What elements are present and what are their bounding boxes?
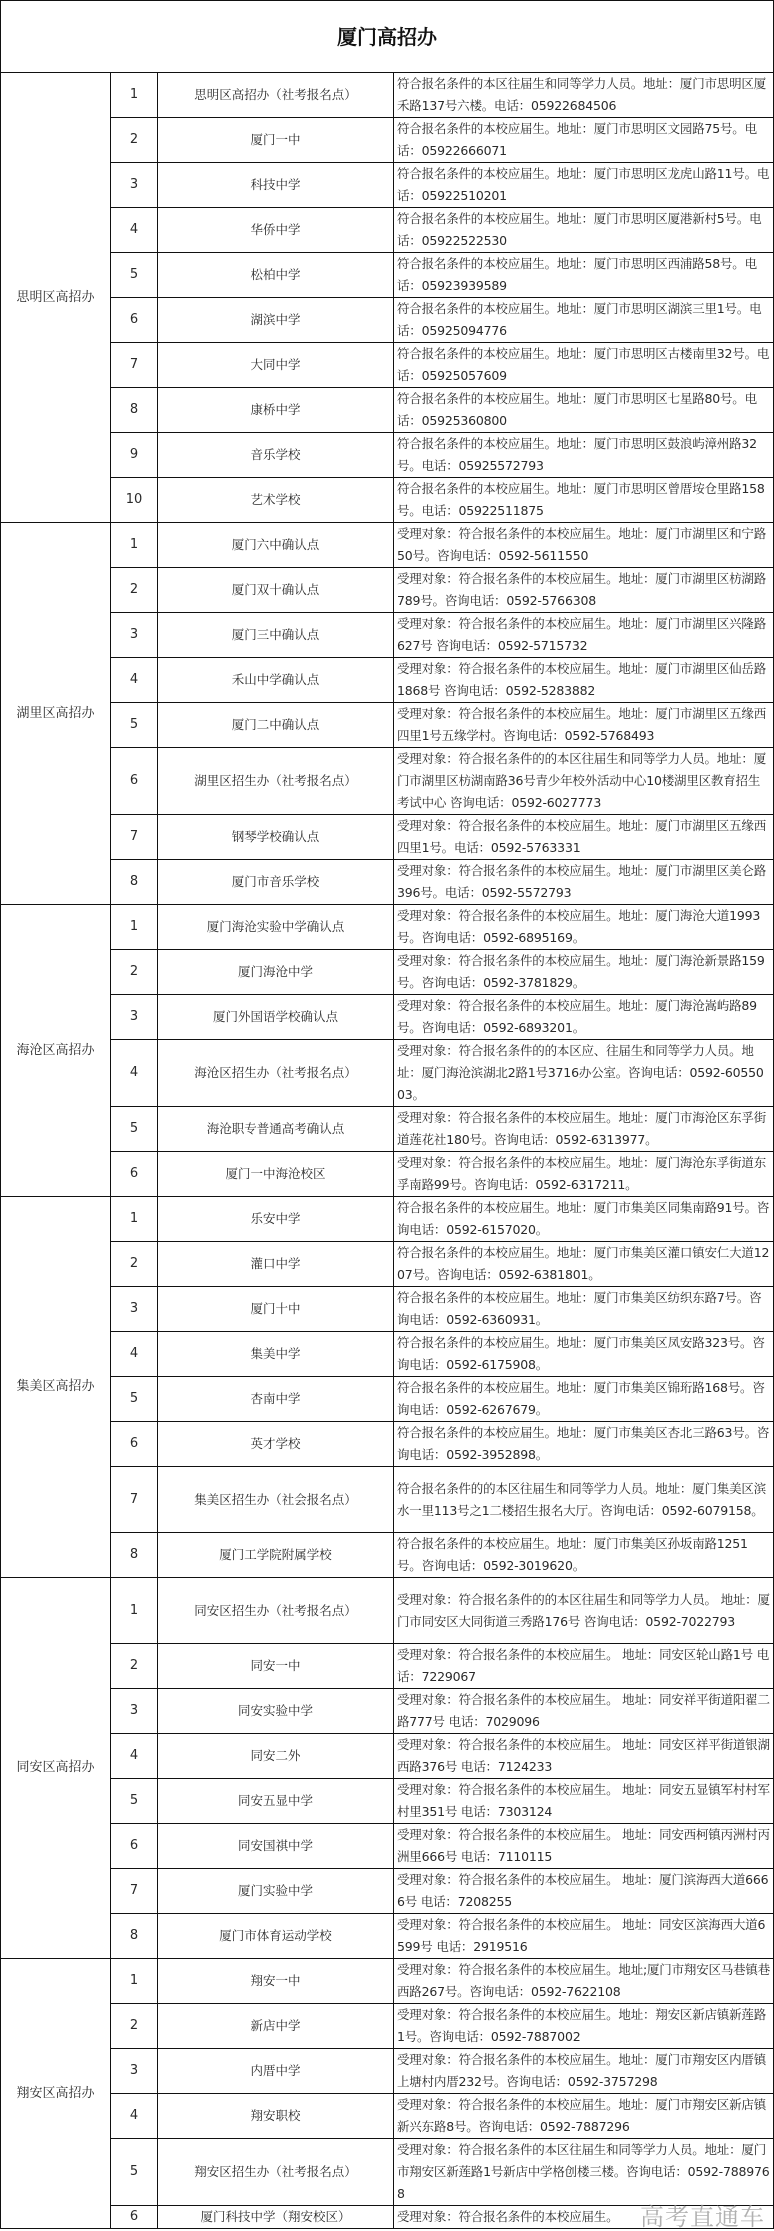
row-number: 5 xyxy=(111,1779,158,1824)
school-name: 钢琴学校确认点 xyxy=(158,815,394,860)
school-description: 受理对象：符合报名条件的本校应届生。地址;厦门市翔安区马巷镇巷西路267号。咨询电话：0592-7622108 xyxy=(394,1959,774,2004)
school-description: 受理对象：符合报名条件的本校应届生。 地址：同安区轮山路1号 电话：7229067 xyxy=(394,1644,774,1689)
row-number: 8 xyxy=(111,1533,158,1578)
table-row xyxy=(1,1287,774,1332)
school-name: 同安区招生办（社考报名点） xyxy=(158,1578,394,1644)
row-number: 2 xyxy=(111,2004,158,2049)
table-row xyxy=(1,1377,774,1422)
school-name: 湖滨中学 xyxy=(158,298,394,343)
district-name: 湖里区高招办 xyxy=(1,523,111,905)
school-name: 厦门工学院附属学校 xyxy=(158,1533,394,1578)
school-name: 厦门三中确认点 xyxy=(158,613,394,658)
school-name: 同安国祺中学 xyxy=(158,1824,394,1869)
school-name: 禾山中学确认点 xyxy=(158,658,394,703)
row-number: 9 xyxy=(111,433,158,478)
table-row xyxy=(1,613,774,658)
row-number: 2 xyxy=(111,568,158,613)
school-name: 海沧职专普通高考确认点 xyxy=(158,1107,394,1152)
school-name: 厦门六中确认点 xyxy=(158,523,394,568)
school-description: 受理对象：符合报名条件的本校应届生。地址：厦门市湖里区兴隆路627号 咨询电话：0592-5715732 xyxy=(394,613,774,658)
school-name: 集美中学 xyxy=(158,1332,394,1377)
row-number: 4 xyxy=(111,1734,158,1779)
school-description: 受理对象：符合报名条件的本校应届生。地址：厦门市湖里区美仑路396号。电话：0592-5572793 xyxy=(394,860,774,905)
row-number: 1 xyxy=(111,73,158,118)
table-row xyxy=(1,2049,774,2094)
school-description: 受理对象：符合报名条件的本区往届生和同等学力人员。地址：厦门市翔安区新莲路1号新店中学格创楼三楼。咨询电话：0592-7889768 xyxy=(394,2139,774,2206)
table-row xyxy=(1,658,774,703)
table-row xyxy=(1,995,774,1040)
row-number: 3 xyxy=(111,613,158,658)
table-row xyxy=(1,1689,774,1734)
school-name: 同安五显中学 xyxy=(158,1779,394,1824)
table-row xyxy=(1,1869,774,1914)
school-description: 受理对象：符合报名条件的本校应届生。地址：厦门海沧东孚街道东孚南路99号。咨询电话：0592-6317211。 xyxy=(394,1152,774,1197)
row-number: 4 xyxy=(111,658,158,703)
school-name: 翔安区招生办（社考报名点） xyxy=(158,2139,394,2206)
row-number: 6 xyxy=(111,2206,158,2229)
school-description: 符合报名条件的本校应届生。地址：厦门市思明区文园路75号。电话：05922666071 xyxy=(394,118,774,163)
school-name: 厦门市体育运动学校 xyxy=(158,1914,394,1959)
school-name: 厦门实验中学 xyxy=(158,1869,394,1914)
table-row xyxy=(1,2004,774,2049)
school-description: 受理对象：符合报名条件的本校应届生。 地址：同安祥平街道阳翟二路777号 电话：7029096 xyxy=(394,1689,774,1734)
school-name: 松柏中学 xyxy=(158,253,394,298)
row-number: 6 xyxy=(111,1422,158,1467)
school-name: 翔安一中 xyxy=(158,1959,394,2004)
row-number: 1 xyxy=(111,523,158,568)
school-description: 符合报名条件的本校应届生。地址：厦门市集美区纺织东路7号。咨询电话：0592-6360931。 xyxy=(394,1287,774,1332)
school-name: 乐安中学 xyxy=(158,1197,394,1242)
row-number: 4 xyxy=(111,2094,158,2139)
table-row xyxy=(1,1107,774,1152)
title-row xyxy=(1,1,774,73)
school-description: 受理对象：符合报名条件的本校应届生。地址：厦门市湖里区五缘西四里1号。电话：0592-5763331 xyxy=(394,815,774,860)
school-description: 受理对象：符合报名条件的本校应届生。地址：厦门市翔安区内厝镇上塘村内厝232号。咨询电话：0592-3757298 xyxy=(394,2049,774,2094)
school-description: 符合报名条件的本区往届生和同等学力人员。地址：厦门市思明区厦禾路137号六楼。电话：05922684506 xyxy=(394,73,774,118)
school-name: 灌口中学 xyxy=(158,1242,394,1287)
school-description: 符合报名条件的本校应届生。地址：厦门市集美区凤安路323号。咨询电话：0592-6175908。 xyxy=(394,1332,774,1377)
table-row xyxy=(1,1644,774,1689)
school-name: 同安二外 xyxy=(158,1734,394,1779)
school-name: 厦门市音乐学校 xyxy=(158,860,394,905)
school-name: 大同中学 xyxy=(158,343,394,388)
school-description: 符合报名条件的本校应届生。地址：厦门市思明区鼓浪屿漳州路32号。电话：05925572793 xyxy=(394,433,774,478)
school-name: 新店中学 xyxy=(158,2004,394,2049)
row-number: 1 xyxy=(111,1578,158,1644)
row-number: 5 xyxy=(111,1377,158,1422)
school-name: 同安一中 xyxy=(158,1644,394,1689)
school-name: 康桥中学 xyxy=(158,388,394,433)
row-number: 10 xyxy=(111,478,158,523)
school-description: 符合报名条件的本校应届生。地址：厦门市思明区龙虎山路11号。电话：05922510201 xyxy=(394,163,774,208)
school-name: 厦门外国语学校确认点 xyxy=(158,995,394,1040)
row-number: 2 xyxy=(111,1644,158,1689)
district-name: 海沧区高招办 xyxy=(1,905,111,1197)
school-description: 符合报名条件的本校应届生。地址：厦门市集美区孙坂南路1251号。咨询电话：0592-3019620。 xyxy=(394,1533,774,1578)
school-name: 厦门海沧实验中学确认点 xyxy=(158,905,394,950)
table-row xyxy=(1,298,774,343)
school-name: 厦门海沧中学 xyxy=(158,950,394,995)
school-description: 受理对象：符合报名条件的本校应届生。地址：厦门市湖里区和宁路50号。咨询电话：0592-5611550 xyxy=(394,523,774,568)
school-description: 受理对象：符合报名条件的本校应届生。 地址：同安西柯镇丙洲村丙洲里666号 电话：7110115 xyxy=(394,1824,774,1869)
row-number: 8 xyxy=(111,860,158,905)
school-name: 厦门十中 xyxy=(158,1287,394,1332)
school-description: 符合报名条件的本校应届生。地址：厦门市思明区古楼南里32号。电话：05925057609 xyxy=(394,343,774,388)
row-number: 2 xyxy=(111,118,158,163)
school-description: 受理对象：符合报名条件的本校应届生。 地址：同安五显镇军村村军村里351号 电话：7303124 xyxy=(394,1779,774,1824)
school-description: 符合报名条件的的本区往届生和同等学力人员。地址：厦门集美区滨水一里113号之1二楼招生报名大厅。咨询电话：0592-6079158。 xyxy=(394,1467,774,1533)
row-number: 6 xyxy=(111,1152,158,1197)
school-name: 音乐学校 xyxy=(158,433,394,478)
table-row xyxy=(1,1824,774,1869)
district-name: 同安区高招办 xyxy=(1,1578,111,1959)
school-name: 湖里区招生办（社考报名点） xyxy=(158,748,394,815)
school-description: 受理对象：符合报名条件的本校应届生。 高考直通车 xyxy=(394,2206,774,2229)
table-row xyxy=(1,73,774,118)
table-row xyxy=(1,118,774,163)
row-number: 2 xyxy=(111,1242,158,1287)
school-description: 符合报名条件的本校应届生。地址：厦门市思明区西浦路58号。电话：05923939589 xyxy=(394,253,774,298)
school-description: 受理对象：符合报名条件的本校应届生。地址：厦门海沧新景路159号。咨询电话：0592-3781829。 xyxy=(394,950,774,995)
district-name: 翔安区高招办 xyxy=(1,1959,111,2229)
row-number: 6 xyxy=(111,298,158,343)
table-row xyxy=(1,1578,774,1644)
table-row xyxy=(1,208,774,253)
school-name: 科技中学 xyxy=(158,163,394,208)
row-number: 5 xyxy=(111,703,158,748)
table-row xyxy=(1,1959,774,2004)
school-description: 受理对象：符合报名条件的本校应届生。地址：厦门市翔安区新店镇新兴东路8号。咨询电话：0592-7887296 xyxy=(394,2094,774,2139)
school-name: 杏南中学 xyxy=(158,1377,394,1422)
district-name: 思明区高招办 xyxy=(1,73,111,523)
table-row xyxy=(1,253,774,298)
table-row xyxy=(1,950,774,995)
table-row xyxy=(1,703,774,748)
school-description: 符合报名条件的本校应届生。地址：厦门市思明区湖滨三里1号。电话：05925094776 xyxy=(394,298,774,343)
school-name: 厦门科技中学（翔安校区） xyxy=(158,2206,394,2229)
school-name: 华侨中学 xyxy=(158,208,394,253)
watermark: 高考直通车 xyxy=(640,2203,765,2231)
row-number: 4 xyxy=(111,208,158,253)
row-number: 4 xyxy=(111,1332,158,1377)
school-description: 受理对象：符合报名条件的本校应届生。地址：厦门市湖里区五缘西四里1号五缘学村。咨询电话：0592-5768493 xyxy=(394,703,774,748)
table-row xyxy=(1,568,774,613)
school-name: 厦门二中确认点 xyxy=(158,703,394,748)
table-row xyxy=(1,343,774,388)
row-number: 6 xyxy=(111,748,158,815)
school-name: 内厝中学 xyxy=(158,2049,394,2094)
school-name: 思明区高招办（社考报名点） xyxy=(158,73,394,118)
row-number: 5 xyxy=(111,253,158,298)
school-description: 符合报名条件的本校应届生。地址：厦门市集美区杏北三路63号。咨询电话：0592-3952898。 xyxy=(394,1422,774,1467)
school-name: 英才学校 xyxy=(158,1422,394,1467)
table-row xyxy=(1,1197,774,1242)
school-description: 受理对象：符合报名条件的本校应届生。地址：翔安区新店镇新莲路1号。咨询电话：0592-7887002 xyxy=(394,2004,774,2049)
table-row xyxy=(1,1422,774,1467)
row-number: 6 xyxy=(111,1824,158,1869)
row-number: 3 xyxy=(111,2049,158,2094)
table-row xyxy=(1,1332,774,1377)
table-row xyxy=(1,905,774,950)
table-row xyxy=(1,1533,774,1578)
row-number: 2 xyxy=(111,950,158,995)
table-row xyxy=(1,860,774,905)
school-description: 受理对象：符合报名条件的本校应届生。地址：厦门市海沧区东孚街道莲花社180号。咨询电话：0592-6313977。 xyxy=(394,1107,774,1152)
row-number: 7 xyxy=(111,815,158,860)
table-row xyxy=(1,388,774,433)
row-number: 3 xyxy=(111,1689,158,1734)
row-number: 4 xyxy=(111,1040,158,1107)
table-row xyxy=(1,163,774,208)
table-row xyxy=(1,2206,774,2229)
table-title: 厦门高招办 xyxy=(1,1,774,73)
row-number: 1 xyxy=(111,905,158,950)
school-description: 受理对象：符合报名条件的本校应届生。地址：厦门海沧大道1993号。咨询电话：0592-6895169。 xyxy=(394,905,774,950)
school-description: 符合报名条件的本校应届生。地址：厦门市思明区曾厝垵仓里路158号。电话：05922511875 xyxy=(394,478,774,523)
row-number: 1 xyxy=(111,1959,158,2004)
school-description: 符合报名条件的本校应届生。地址：厦门市集美区灌口镇安仁大道1207号。咨询电话：0592-6381801。 xyxy=(394,1242,774,1287)
row-number: 3 xyxy=(111,995,158,1040)
row-number: 8 xyxy=(111,388,158,433)
table-row xyxy=(1,1779,774,1824)
school-description: 受理对象：符合报名条件的的本区往届生和同等学力人员。 地址：厦门市同安区大同街道三秀路176号 咨询电话：0592-7022793 xyxy=(394,1578,774,1644)
table-row xyxy=(1,478,774,523)
table-row xyxy=(1,1152,774,1197)
row-number: 7 xyxy=(111,1869,158,1914)
table-row xyxy=(1,433,774,478)
school-name: 厦门一中海沧校区 xyxy=(158,1152,394,1197)
row-number: 1 xyxy=(111,1197,158,1242)
row-number: 7 xyxy=(111,1467,158,1533)
row-number: 5 xyxy=(111,1107,158,1152)
school-name: 厦门双十确认点 xyxy=(158,568,394,613)
school-description: 受理对象：符合报名条件的的本区往届生和同等学力人员。地址：厦门市湖里区枋湖南路36号青少年校外活动中心10楼湖里区教育招生考试中心 咨询电话：0592-6027773 xyxy=(394,748,774,815)
school-description: 符合报名条件的本校应届生。地址：厦门市集美区锦珩路168号。咨询电话：0592-6267679。 xyxy=(394,1377,774,1422)
school-description: 符合报名条件的本校应届生。地址：厦门市集美区同集南路91号。咨询电话：0592-6157020。 xyxy=(394,1197,774,1242)
table-row xyxy=(1,1734,774,1779)
school-description: 受理对象：符合报名条件的本校应届生。 地址：同安区祥平街道银湖西路376号 电话：7124233 xyxy=(394,1734,774,1779)
school-name: 翔安职校 xyxy=(158,2094,394,2139)
school-description: 受理对象：符合报名条件的本校应届生。 地址：厦门滨海西大道6666号 电话：7208255 xyxy=(394,1869,774,1914)
table-row xyxy=(1,1467,774,1533)
row-number: 7 xyxy=(111,343,158,388)
school-description: 符合报名条件的本校应届生。地址：厦门市思明区厦港新村5号。电话：05922522530 xyxy=(394,208,774,253)
table-row xyxy=(1,1040,774,1107)
school-description: 受理对象：符合报名条件的本校应届生。地址：厦门市湖里区仙岳路1868号 咨询电话：0592-5283882 xyxy=(394,658,774,703)
school-description: 受理对象：符合报名条件的本校应届生。地址：厦门海沧嵩屿路89号。咨询电话：0592-6893201。 xyxy=(394,995,774,1040)
school-name: 艺术学校 xyxy=(158,478,394,523)
row-number: 5 xyxy=(111,2139,158,2206)
row-number: 3 xyxy=(111,1287,158,1332)
school-name: 海沧区招生办（社考报名点） xyxy=(158,1040,394,1107)
table-row xyxy=(1,2139,774,2206)
row-number: 3 xyxy=(111,163,158,208)
school-description: 受理对象：符合报名条件的的本区应、往届生和同等学力人员。地址：厦门海沧滨湖北2路1号3716办公室。咨询电话：0592-6055003。 xyxy=(394,1040,774,1107)
school-name: 厦门一中 xyxy=(158,118,394,163)
school-description: 符合报名条件的本校应届生。地址：厦门市思明区七星路80号。电话：05925360800 xyxy=(394,388,774,433)
school-name: 同安实验中学 xyxy=(158,1689,394,1734)
school-description: 受理对象：符合报名条件的本校应届生。 地址：同安区滨海西大道6599号 电话：2919516 xyxy=(394,1914,774,1959)
row-number: 8 xyxy=(111,1914,158,1959)
table-row xyxy=(1,523,774,568)
table-row xyxy=(1,2094,774,2139)
table-row xyxy=(1,1242,774,1287)
district-name: 集美区高招办 xyxy=(1,1197,111,1578)
table-row xyxy=(1,1914,774,1959)
table-row xyxy=(1,815,774,860)
school-description: 受理对象：符合报名条件的本校应届生。地址：厦门市湖里区枋湖路789号。咨询电话：0592-5766308 xyxy=(394,568,774,613)
table-row xyxy=(1,748,774,815)
school-name: 集美区招生办（社会报名点） xyxy=(158,1467,394,1533)
